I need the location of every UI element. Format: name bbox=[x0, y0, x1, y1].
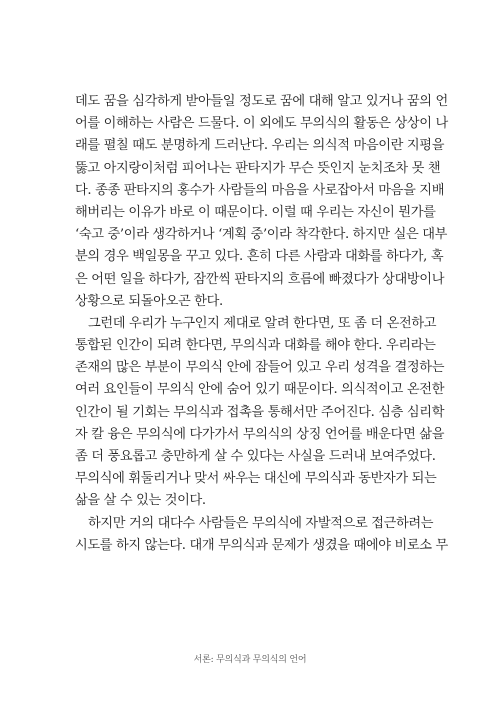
text-line: 분의 경우 백일몽을 꾸고 있다. 흔히 다른 사람과 대화를 하다가, 혹 bbox=[75, 249, 444, 265]
text-line: 좀 더 풍요롭고 충만하게 살 수 있다는 사실을 드러내 보여주었다. bbox=[75, 449, 436, 464]
text-line: 다. 종종 판타지의 홍수가 사람들의 마음을 사로잡아서 마음을 지배 bbox=[75, 182, 445, 198]
text-line: 무의식에 휘둘리거나 맞서 싸우는 대신에 무의식과 동반자가 되는 bbox=[75, 471, 437, 487]
text-line: 통합된 인간이 되려 한다면, 무의식과 대화를 해야 한다. 우리라는 bbox=[75, 338, 436, 354]
text-line: 인간이 될 기회는 무의식과 접촉을 통해서만 주어진다. 심층 심리학 bbox=[75, 404, 445, 420]
text-line: 데도 꿈을 심각하게 받아들일 정도로 꿈에 대해 알고 있거나 꿈의 언 bbox=[75, 94, 448, 109]
text-line: 하지만 거의 대다수 사람들은 무의식에 자발적으로 접근하려는 bbox=[88, 515, 434, 531]
text-line: 은 어떤 일을 하다가, 잠깐씩 판타지의 흐름에 빠졌다가 상대방이나 bbox=[75, 271, 445, 287]
text-line: 여러 요인들이 무의식 안에 숨어 있기 때문이다. 의식적이고 온전한 bbox=[75, 382, 445, 398]
text-line: 자 칼 융은 무의식에 다가가서 무의식의 상징 언어를 배운다면 삶을 bbox=[75, 426, 445, 442]
text-line: 그런데 우리가 누구인지 제대로 알려 한다면, 또 좀 더 온전하고 bbox=[88, 315, 437, 331]
body-text bbox=[75, 91, 448, 557]
text-line: 래를 펼칠 때도 분명하게 드러난다. 우리는 의식적 마음이란 지평을 bbox=[75, 138, 445, 154]
running-footer: 서론: 무의식과 무의식의 언어 bbox=[193, 655, 307, 665]
text-line: 시도를 하지 않는다. 대개 무의식과 문제가 생겼을 때에야 비로소 무 bbox=[75, 537, 448, 553]
text-line: 어를 이해하는 사람은 드물다. 이 외에도 무의식의 활동은 상상이 나 bbox=[75, 116, 448, 132]
text-line: 상황으로 되돌아오곤 한다. bbox=[75, 293, 223, 309]
text-line: 해버리는 이유가 바로 이 때문이다. 이럴 때 우리는 자신이 뭔가를 bbox=[75, 204, 436, 220]
text-line: 삶을 살 수 있는 것이다. bbox=[75, 493, 206, 509]
text-line: 뚫고 아지랑이처럼 피어나는 판타지가 무슨 뜻인지 눈치조차 못 챈 bbox=[75, 160, 441, 176]
text-line: ‘숙고 중’이라 생각하거나 ‘계획 중’이라 착각한다. 하지만 실은 대부 bbox=[75, 227, 448, 243]
text-line: 존재의 많은 부분이 무의식 안에 잠들어 있고 우리 성격을 결정하는 bbox=[75, 360, 445, 376]
